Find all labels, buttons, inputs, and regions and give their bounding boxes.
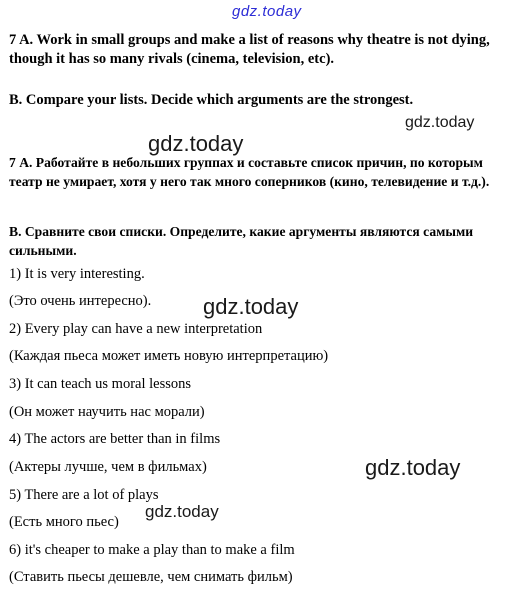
task-en-b: B. Compare your lists. Decide which arguments are the strongest. <box>9 92 414 108</box>
answer-line-3: 2) Every play can have a new interpretation <box>9 321 263 337</box>
answer-line-4: (Каждая пьеса может иметь новую интерпретацию) <box>9 348 329 364</box>
task-en-a: 7 A. Work in small groups and make a list of reasons why theatre is not dying, though it has so many rivals (cinema, television, etc). <box>9 32 490 67</box>
task-ru-a: 7 А. Работайте в небольших группах и составьте список причин, по которым театр не умирает, хотя у него так много соперников (кино, телевидение и т.д.). <box>9 155 490 189</box>
watermark-middle: gdz.today <box>203 294 299 319</box>
answer-line-7: 4) The actors are better than in films <box>9 431 221 447</box>
task-ru-b: В. Сравните свои списки. Определите, какие аргументы являются самыми сильными. <box>9 224 474 258</box>
answer-line-11: 6) it's cheaper to make a play than to make a film <box>9 542 295 558</box>
watermark-left-1: gdz.today <box>148 131 244 156</box>
answer-line-5: 3) It can teach us moral lessons <box>9 376 192 392</box>
answer-line-10: (Есть много пьес) <box>9 514 119 530</box>
watermark-right-1: gdz.today <box>405 114 475 131</box>
answer-line-1: 1) It is very interesting. <box>9 266 145 282</box>
answer-line-6: (Он может научить нас морали) <box>9 404 205 420</box>
answer-line-9: 5) There are a lot of plays <box>9 487 159 503</box>
answer-line-8: (Актеры лучше, чем в фильмах) <box>9 459 207 475</box>
watermark-right-2: gdz.today <box>365 455 461 480</box>
watermark-small: gdz.today <box>145 502 219 521</box>
answer-line-2: (Это очень интересно). <box>9 293 152 309</box>
answer-line-12: (Ставить пьесы дешевле, чем снимать фильм) <box>9 569 293 585</box>
watermark-top: gdz.today <box>232 3 302 20</box>
